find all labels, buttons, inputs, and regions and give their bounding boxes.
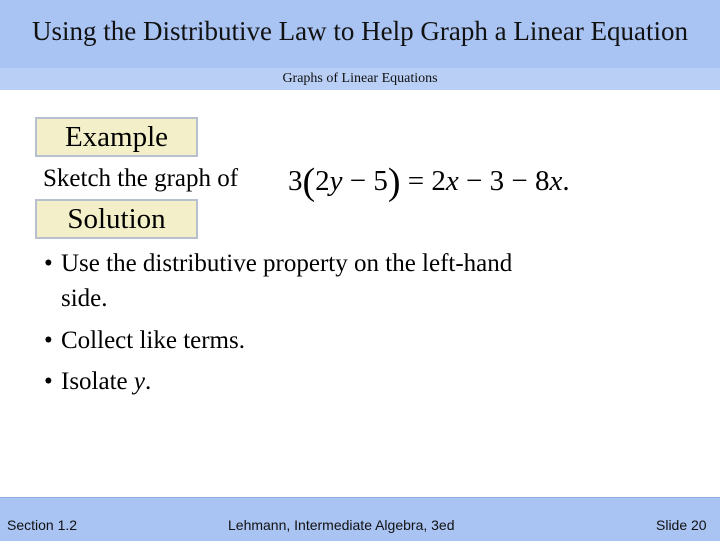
bullet-dot: • (44, 250, 53, 277)
eq-end: . (562, 165, 570, 197)
bullet-isolate (44, 368, 151, 396)
slide-subtitle: Graphs of Linear Equations (282, 71, 438, 86)
bullet-var: y (133, 368, 145, 395)
eq-inner-b: − 5 (342, 165, 388, 197)
bullet-end: . (145, 368, 152, 395)
bullet-dot: • (44, 368, 53, 395)
eq-rhs-eq: = 2 (400, 165, 446, 197)
bullet-collect (44, 327, 245, 355)
eq-inner-a: 2 (315, 165, 330, 197)
sketch-instruction: Sketch the graph of (43, 165, 239, 192)
bullet-text: Collect like terms. (61, 327, 245, 354)
eq-rhs-rest: − 3 − 8 (458, 165, 550, 197)
bullet-text: Isolate (61, 368, 134, 395)
bullet-text: Use the distributive property on the left-hand (61, 250, 513, 277)
bullet-continuation: side. (61, 285, 108, 312)
example-label: Example (64, 121, 169, 153)
footer-slide-number: Slide 20 (656, 517, 707, 533)
footer-book: Lehmann, Intermediate Algebra, 3ed (228, 517, 455, 533)
eq-rhs-var2: x (549, 165, 563, 197)
eq-inner-var: y (329, 165, 343, 197)
eq-open-paren: ( (302, 161, 316, 203)
solution-label-box (35, 199, 198, 239)
solution-label: Solution (67, 203, 166, 235)
bullet-distributive (44, 250, 512, 278)
slide-title: Using the Distributive Law to Help Graph a Linear Equation (31, 16, 689, 46)
eq-close-paren: ) (387, 161, 401, 203)
bullet-dot: • (44, 327, 53, 354)
footer-section: Section 1.2 (7, 517, 78, 533)
example-label-box (35, 117, 198, 157)
equation (288, 160, 570, 204)
eq-coef: 3 (288, 165, 303, 197)
eq-rhs-var: x (445, 165, 459, 197)
